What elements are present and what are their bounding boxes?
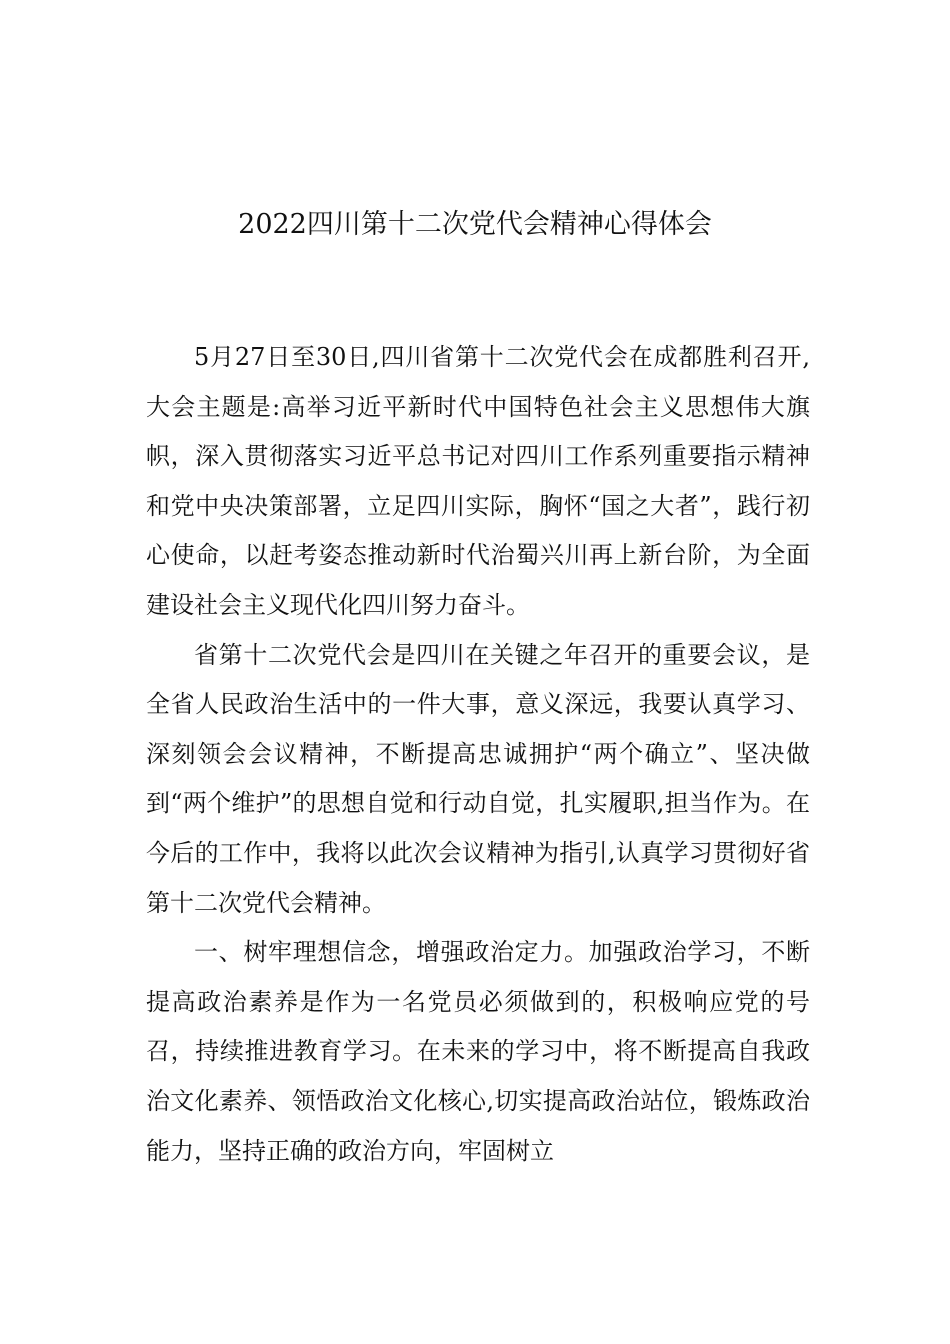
paragraph-1: 5月27日至30日,四川省第十二次党代会在成都胜利召开,大会主题是:高举习近平新时代中国特色社会主义思想伟大旗帜，深入贯彻落实习近平总书记对四川工作系列重要指示精神和党中央决策部署，立足四川实际，胸怀“国之大者”，践行初心使命，以赶考姿态推动新时代治蜀兴川再上新台阶，为全面建设社会主义现代化四川努力奋斗。 — [146, 343, 810, 619]
document-title: 2022四川第十二次党代会精神心得体会 — [238, 209, 712, 240]
document-body — [146, 333, 810, 1176]
paragraph-3: 一、树牢理想信念，增强政治定力。加强政治学习，不断提高政治素养是作为一名党员必须做到的，积极响应党的号召，持续推进教育学习。在未来的学习中，将不断提高自我政治文化素养、领悟政治文化核心,切实提高政治站位，锻炼政治能力，坚持正确的政治方向，牢固树立 — [146, 938, 810, 1165]
paragraph-2: 省第十二次党代会是四川在关键之年召开的重要会议，是全省人民政治生活中的一件大事，意义深远，我要认真学习、深刻领会会议精神，不断提高忠诚拥护“两个确立”、坚决做到“两个维护”的思想自觉和行动自觉，扎实履职,担当作为。在今后的工作中，我将以此次会议精神为指引,认真学习贯彻好省第十二次党代会精神。 — [146, 640, 810, 917]
